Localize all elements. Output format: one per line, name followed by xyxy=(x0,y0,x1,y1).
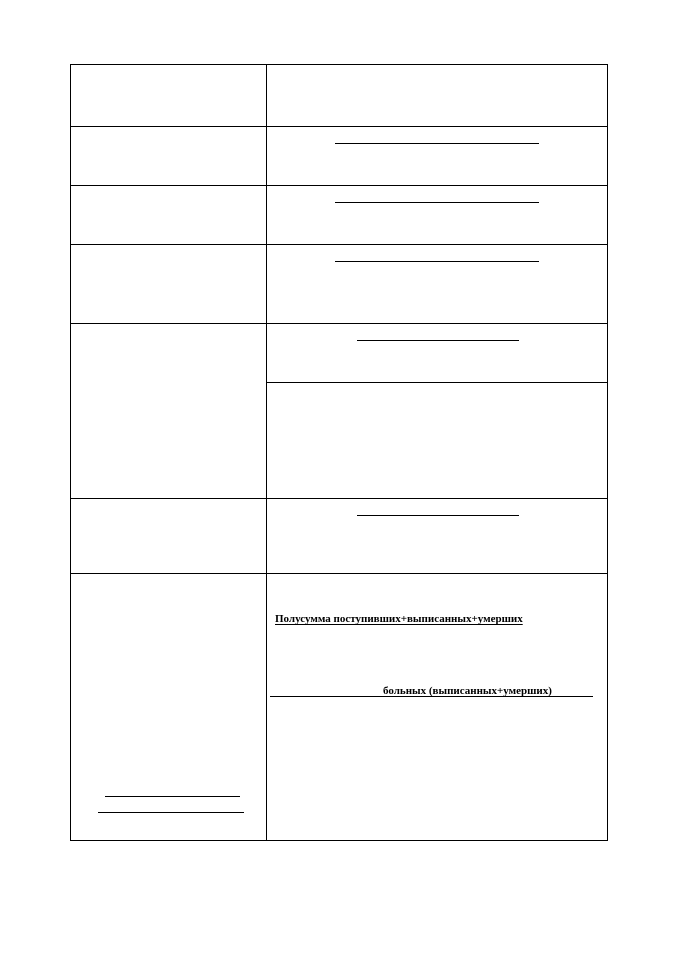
formula-numerator: Полусумма поступивших+выписанных+умерших xyxy=(275,613,523,625)
formula-denominator: больных (выписанных+умерших) xyxy=(383,685,552,697)
row-separator xyxy=(70,244,608,245)
subrow-separator xyxy=(266,382,608,383)
row-separator xyxy=(70,323,608,324)
blank-field-line xyxy=(335,202,539,203)
blank-field-line xyxy=(357,340,519,341)
blank-field-line xyxy=(335,261,539,262)
column-divider xyxy=(266,64,267,841)
row-separator xyxy=(70,498,608,499)
signature-line-bottom xyxy=(98,812,244,813)
row-separator xyxy=(70,126,608,127)
signature-line-top xyxy=(105,796,240,797)
row-separator xyxy=(70,185,608,186)
blank-field-line xyxy=(357,515,519,516)
blank-field-line xyxy=(335,143,539,144)
form-table xyxy=(70,64,608,841)
row-separator xyxy=(70,573,608,574)
